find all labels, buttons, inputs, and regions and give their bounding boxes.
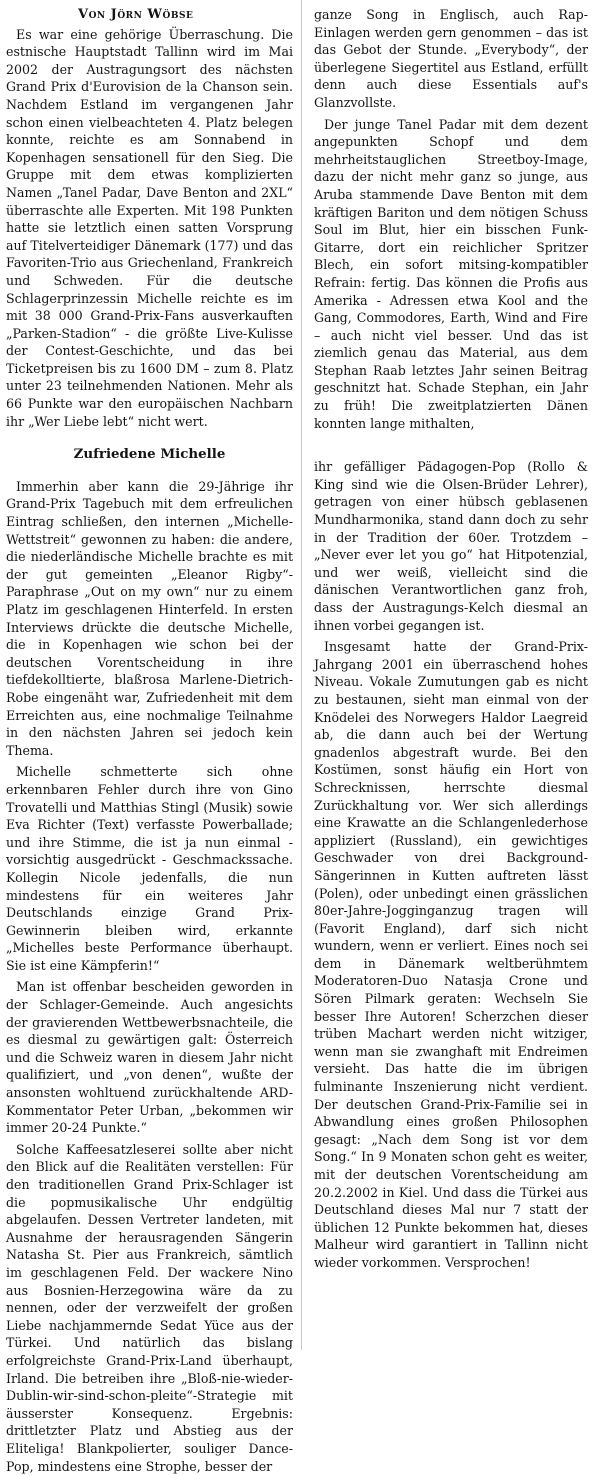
paragraph: Michelle schmetterte sich ohne erkennbaren Fehler durch ihre von Gino Trovatelli und Matthias Stingl (Musik) sowie Eva Richter (Text) verfasste Powerballade; und ihre Stimme, die ist ja nun einmal - vorsichtig ausgedrückt - Geschmackssache. Kollegin Nicole jedenfalls, die nun mindestens für ein weiteres Jahr Deutschlands einzige Grand Prix-Gewinnerin bleiben wird, erkannte „Michelles beste Performance überhaupt. Sie ist eine Kämpferin!“ xyxy=(6,764,293,973)
paragraph: Insgesamt hatte der Grand-Prix-Jahrgang 2001 ein überraschend hohes Niveau. Vokale Zumutungen gab es nicht zu bestaunen, sieht man einmal von der Knödelei des Norwegers Haldor Laegreid ab, die dann auch bei der Wertung gnadenlos abgestraft wurde. Bei den Kostümen, sonst häufig ein Hort von Schrecknissen, herrschte diesmal Zurückhaltung vor. Wer sich allerdings eine Krawatte an die Schlangenlederhose appliziert (Russland), ein gewichtiges Geschwader von drei Background-Sängerinnen in Kutten auftreten lässt (Polen), oder unbedingt einen grässlichen 80er-Jahre-Jogginganzug tragen will (Favorit England), darf sich nicht wundern, wenn er verliert. Eines noch sei dem in Dänemark weltberühmtem Moderatoren-Duo Natasja Crone und Sören Pilmark geraten: Wechseln Sie besser Ihre Autoren! Scherzchen dieser trüben Machart werden nicht witziger, wenn man sie zwanghaft mit Endreimen versieht. Das hatte die im übrigen fulminante Inszenierung nicht verdient. Der deutschen Grand-Prix-Familie sei in Abwandlung eines großen Philosophen gesagt: „Nach dem Song ist vor dem Song.“ In 9 Monaten schon geht es weiter, mit der deutschen Vorentscheidung am 20.2.2002 in Kiel. Und dass die Türkei aus Deutschland dieses Mal nur 7 statt der üblichen 12 Punkte bekommen hat, dieses Malheur wird garantiert in Tallinn nicht wieder vorkommen. Versprochen! xyxy=(314,639,588,1270)
paragraph: Solche Kaffeesatzleserei sollte aber nicht den Blick auf die Realitäten verstellen: Für den traditionellen Grand Prix-Schlager ist die popmusikalische Uhr endgültig abgelaufen. Dessen Vertreter landeten, mit Ausnahme der herausragenden Sängerin Natasha St. Pier aus Frankreich, sämtlich im geschlagenen Feld. Der wackere Nino aus Bosnien-Herzegowina wäre da zu nennen, oder der verzweifelt der großen Liebe nachjammernde Sedat Yüce aus der Türkei. Und natürlich das bislang erfolgreichste Grand-Prix-Land überhaupt, Irland. Die betreiben ihre „Bloß-nie-wieder-Dublin-wir-sind-schon-pleite“-Strategie mit äusserster Konsequenz. Ergebnis: drittletzter Platz und Abstieg aus der Eliteliga! Blankpolierter, souliger Dance-Pop, mindestens eine Strophe, besser der xyxy=(6,1141,293,1474)
paragraph: Der junge Tanel Padar mit dem dezent angepunkten Schopf und dem mehrheitstauglichen Streetboy-Image, dazu der nicht mehr ganz so junge, aus Aruba stammende Dave Benton mit dem kräftigen Bariton und dem nötigen Schuss Soul im Blut, hier ein bisschen Funk-Gitarre, dort ein reichlicher Spritzer Blech, ein sofort mitsing-kompatibler Refrain: fertig. Das können die Profis aus Amerika - Adressen etwa Kool and the Gang, Commodores, Earth, Wind and Fire – auch nicht viel besser. Und das ist ziemlich genau das Material, aus dem Stephan Raab letztes Jahr seinen Beitrag geschnitzt hat. Schade Stephan, ein Jahr zu früh! Die zweitplatzierten Dänen konnten lange mithalten, xyxy=(314,116,588,431)
author-byline: Von Jörn Wöbse xyxy=(78,7,194,22)
paragraph: Immerhin aber kann die 29-Jährige ihr Grand-Prix Tagebuch mit dem erfreulichen Eintrag schließen, den internen „Michelle-Wettstreit“ gewonnen zu haben: die andere, die niederländische Michelle brachte es mit der gut gemeinten „Eleanor Rigby“-Paraphrase „Out on my own“ nur zu einem Platz im geschlagenen Hinterfeld. In ersten Interviews drückte die deutsche Michelle, die in Kopenhagen wie schon bei der deutschen Vorentscheidung in ihre tiefdekolltierte, blaßrosa Marlene-Dietrich-Robe eingenäht war, Zufriedenheit mit dem Erreichten aus, eine nochmalige Teilnahme in den nächsten Jahren sei jedoch kein Thema. xyxy=(6,478,293,758)
paragraph: Man ist offenbar bescheiden geworden in der Schlager-Gemeinde. Auch angesichts der gravierenden Wettbewerbsnachteile, die es diesmal zu gewärtigen galt: Österreich und die Schweiz waren in diesem Jahr nicht qualifiziert, und „von denen“, wußte der ansonsten wohltuend zurückhaltende ARD-Kommentator Peter Urban, „bekommen wir immer 20-24 Punkte.“ xyxy=(6,979,293,1136)
paragraph: ganze Song in Englisch, auch Rap-Einlagen werden gern genommen – das ist das Gebot der Stunde. „Everybody“, der überlegene Siegertitel aus Estland, erfüllt denn auch diese Essentials auf's Glanzvollste. xyxy=(314,7,588,110)
column-divider xyxy=(301,0,302,1350)
paragraph: Es war eine gehörige Überraschung. Die estnische Hauptstadt Tallinn wird im Mai 2002 der Austragungsort des nächsten Grand Prix d'Eurovision de la Chanson sein. Nachdem Estland im vergangenen Jahr schon einen vielbeachteten 4. Platz belegen konnte, reichte es am Sonnabend in Kopenhagen sensationell für den Sieg. Die Gruppe mit dem etwas komplizierten Namen „Tanel Padar, Dave Benton and 2XL“ überraschte alle Experten. Mit 198 Punkten hatte sie letztlich einen satten Vorsprung auf Titelverteidiger Dänemark (177) und das Favoriten-Trio aus Griechenland, Frankreich und Schweden. Für die deutsche Schlagerprinzessin Michelle reichte es im mit 38 000 Grand-Prix-Fans ausverkauften „Parken-Stadion“ - die größte Live-Kulisse der Contest-Geschichte, und das bei Ticketpreisen bis zu 1600 DM – zum 8. Platz unter 23 teilnehmenden Nationen. Mehr als 66 Punkte war den europäischen Nachbarn ihr „Wer Liebe lebt“ nicht wert. xyxy=(6,26,293,429)
column-gap xyxy=(314,436,588,458)
right-column xyxy=(314,6,588,1276)
left-column xyxy=(6,6,293,1474)
paragraph: ihr gefälliger Pädagogen-Pop (Rollo & King sind wie die Olsen-Brüder Lehrer), getragen von einer hübsch geblasenen Mundharmonika, stand dann doch zu sehr in der Tradition der 60er. Trotzdem – „Never ever let you go“ hat Hitpotenzial, und wer weiß, vielleicht sind die dänischen Verantwortlichen ganz froh, dass der Austragungs-Kelch diesmal an ihnen vorbei gegangen ist. xyxy=(314,459,588,633)
section-subhead: Zufriedene Michelle xyxy=(73,446,226,463)
